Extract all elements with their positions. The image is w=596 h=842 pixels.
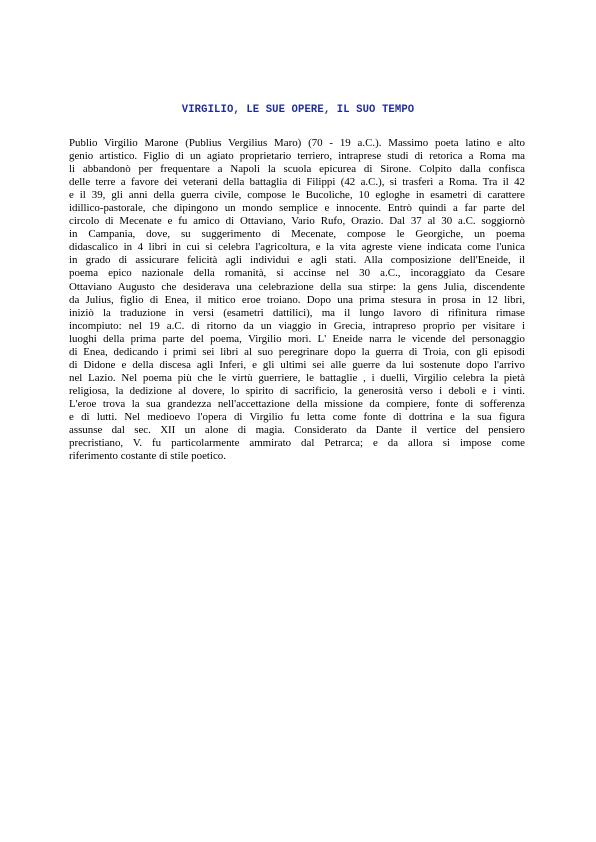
paragraph-line: idillico-pastorale, che dipingono un mondo semplice e innocente. Entrò quindi a far parte del: [69, 202, 525, 215]
paragraph-line: e di lutti. Nel medioevo l'opera di Virgilio fu letta come fonte di dottrina e la sua figura: [69, 410, 525, 423]
paragraph-line: di Enea, dedicando i primi sei libri al suo peregrinare dopo la guerra di Troia, con gli episodi: [69, 345, 525, 358]
paragraph-line: circolo di Mecenate e fu amico di Ottaviano, Vario Rufo, Orazio. Dal 37 al 30 a.C. soggiornò: [69, 215, 525, 228]
body-paragraph: [69, 137, 525, 463]
document-title: VIRGILIO, LE SUE OPERE, IL SUO TEMPO: [181, 104, 415, 116]
paragraph-line: da Julius, figlio di Enea, il mitico eroe troiano. Dopo una prima stesura in prosa in 12 libri,: [69, 293, 525, 306]
paragraph-line: L'eroe trova la sua grandezza nell'accettazione della missione da compiere, fonte di sofferenza: [69, 397, 525, 410]
paragraph-line: iniziò la traduzione in versi (esametri dattilici), ma il lungo lavoro di rifinitura rimase: [69, 306, 525, 319]
paragraph-line: didascalico in 4 libri in cui si celebra l'agricoltura, e la vita agreste viene indicata come l'unica: [69, 241, 525, 254]
paragraph-line: in grado di assicurare felicità agli individui e agli stati. Alla composizione dell'Eneide, il: [69, 254, 525, 267]
paragraph-line: riferimento costante di stile poetico.: [69, 450, 226, 463]
paragraph-line: poema epico nazionale della romanità, si accinse nel 30 a.C., incoraggiato da Cesare: [69, 267, 525, 280]
paragraph-line: e il 39, gli anni della guerra civile, compose le Bucoliche, 10 egloghe in esametri di carattere: [69, 189, 525, 202]
paragraph-line: Ottaviano Augusto che desiderava una celebrazione della sua stirpe: la gens Julia, discendente: [69, 280, 525, 293]
paragraph-line: genio artistico. Figlio di un agiato proprietario terriero, intraprese studi di retorica a Roma ma: [69, 150, 525, 163]
paragraph-line: assunse dal sec. XII un alone di magia. Considerato da Dante il vertice del pensiero: [69, 424, 525, 437]
paragraph-line: di Didone e della discesa agli Inferi, e gli ultimi sei alle guerre da lui sostenute dopo l'arrivo: [69, 358, 525, 371]
paragraph-line: incompiuto: nel 19 a.C. di ritorno da un viaggio in Grecia, intrapreso proprio per visitare i: [69, 319, 525, 332]
paragraph-line: delle terre a favore dei veterani della battaglia di Filippi (42 a.C.), si trasferì a Roma. Tra il 42: [69, 176, 525, 189]
paragraph-line: luoghi della prima parte del poema, Virgilio morì. L' Eneide narra le vicende del personaggio: [69, 332, 525, 345]
paragraph-line: in Campania, dove, su suggerimento di Mecenate, compose le Georgiche, un poema: [69, 228, 525, 241]
paragraph-line: nel Lazio. Nel poema più che le virtù guerriere, le battaglie , i duelli, Virgilio celebra la pietà: [69, 371, 525, 384]
paragraph-line: li abbandonò per frequentare a Napoli la scuola epicurea di Sirone. Colpito dalla confisca: [69, 163, 525, 176]
paragraph-line: Publio Virgilio Marone (Publius Vergilius Maro) (70 - 19 a.C.). Massimo poeta latino e alto: [69, 137, 525, 149]
paragraph-line: religiosa, la dedizione al dovere, lo spirito di sacrificio, la generosità verso i deboli e i vinti.: [69, 384, 525, 397]
paragraph-line: precristiano, V. fu particolarmente ammirato dal Petrarca; e da allora si impose come: [69, 437, 525, 450]
